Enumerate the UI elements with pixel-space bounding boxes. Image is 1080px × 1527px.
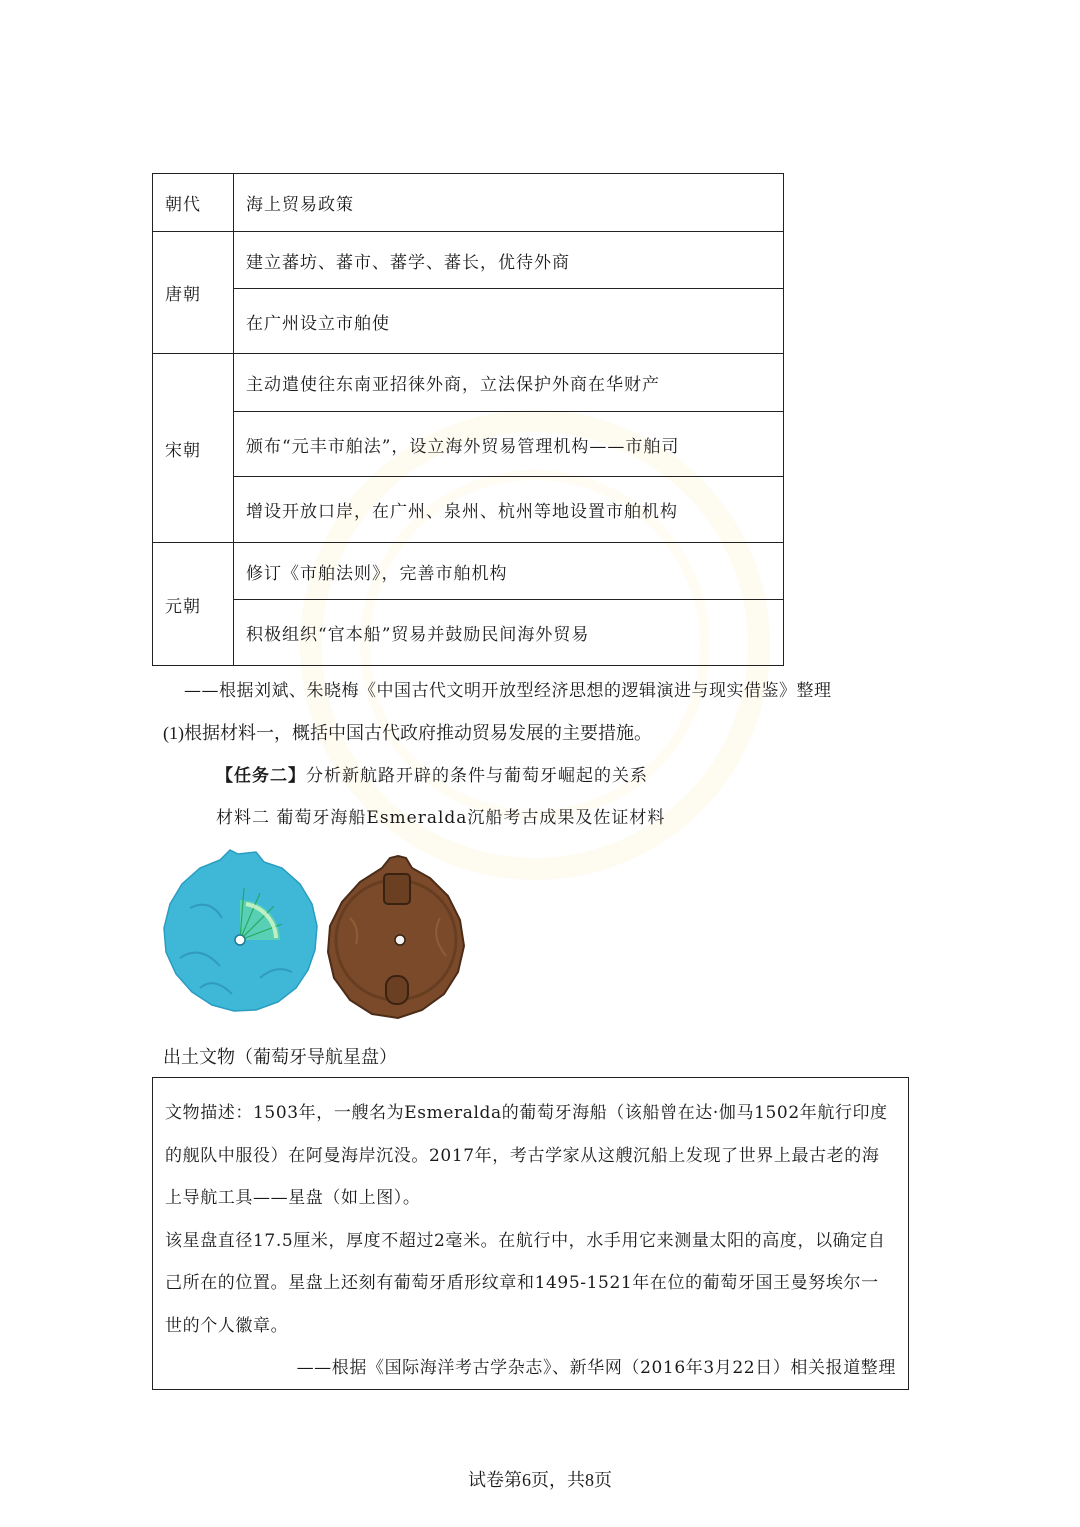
policy-cell: 积极组织“官本船”贸易并鼓励民间海外贸易 xyxy=(234,600,784,666)
table-row xyxy=(153,412,784,477)
policy-cell: 增设开放口岸，在广州、泉州、杭州等地设置市舶机构 xyxy=(234,477,784,543)
artifact-description-box xyxy=(152,1077,909,1390)
dynasty-cell: 元朝 xyxy=(153,543,234,666)
description-paragraph: 该星盘直径17.5厘米，厚度不超过2毫米。在航行中，水手用它来测量太阳的高度，以确定自己所在的位置。星盘上还刻有葡萄牙盾形纹章和1495-1521年在位的葡萄牙国王曼努埃尔一世的个人徽章。 xyxy=(165,1230,886,1336)
astrolabe-images xyxy=(160,848,490,1028)
policy-cell: 建立蕃坊、蕃市、蕃学、蕃长，优待外商 xyxy=(234,232,784,289)
table-header-row xyxy=(153,174,784,232)
material1-source: ——根据刘斌、朱晓梅《中国古代文明开放型经济思想的逻辑演进与现实借鉴》整理 xyxy=(184,681,832,701)
astrolabe-3d-scan-image xyxy=(164,850,317,1011)
dynasty-cell: 唐朝 xyxy=(153,232,234,354)
description-paragraph: 文物描述：1503年，一艘名为Esmeralda的葡萄牙海船（该船曾在达·伽马1502年航行印度的舰队中服役）在阿曼海岸沉没。2017年，考古学家从这艘沉船上发现了世界上最古老的海上导航工具——星盘（如上图）。 xyxy=(165,1103,888,1208)
table-row xyxy=(153,543,784,600)
table-row xyxy=(153,289,784,354)
task2-heading xyxy=(216,761,648,786)
header-policy: 海上贸易政策 xyxy=(234,174,784,232)
table-row xyxy=(153,354,784,412)
task2-label: 【任务二】 xyxy=(216,766,306,786)
material2-source: ——根据《国际海洋考古学杂志》、新华网（2016年3月22日）相关报道整理 xyxy=(296,1358,896,1378)
dynasty-cell: 宋朝 xyxy=(153,354,234,543)
question-1: (1)根据材料一，概括中国古代政府推动贸易发展的主要措施。 xyxy=(163,723,652,743)
artifact-caption: 出土文物（葡萄牙导航星盘） xyxy=(163,1047,397,1067)
policy-cell: 在广州设立市舶使 xyxy=(234,289,784,354)
table-row xyxy=(153,232,784,289)
task2-text: 分析新航路开辟的条件与葡萄牙崛起的关系 xyxy=(306,766,648,786)
astrolabe-bronze-image xyxy=(328,856,464,1018)
material2-title: 材料二 葡萄牙海船Esmeralda沉船考古成果及佐证材料 xyxy=(216,808,666,828)
header-dynasty: 朝代 xyxy=(153,174,234,232)
trade-policy-table xyxy=(152,173,784,666)
table-row xyxy=(153,600,784,666)
policy-cell: 主动遣使往东南亚招徕外商，立法保护外商在华财产 xyxy=(234,354,784,412)
table-row xyxy=(153,477,784,543)
policy-cell: 修订《市舶法则》，完善市舶机构 xyxy=(234,543,784,600)
policy-cell: 颁布“元丰市舶法”，设立海外贸易管理机构——市舶司 xyxy=(234,412,784,477)
page-footer: 试卷第6页，共8页 xyxy=(468,1470,612,1490)
